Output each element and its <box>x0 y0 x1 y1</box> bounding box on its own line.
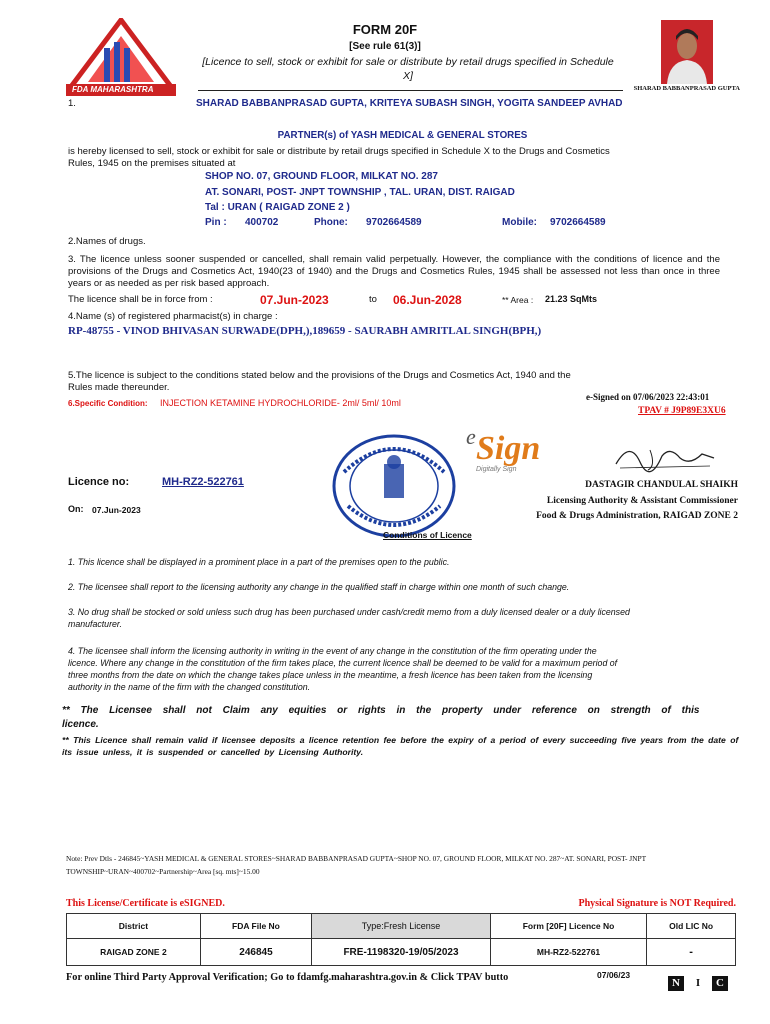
condition-1: 1. This licence shall be displayed in a prominent place in a part of the premises open to the public. <box>68 557 450 567</box>
official-seal <box>330 432 458 540</box>
header-divider <box>198 90 623 91</box>
section-5: 5.The licence is subject to the conditions stated below and the provisions of the Drugs and Cosmetics Act, 1940 and the Rules made thereunder. <box>68 370 571 393</box>
physical-signature-notice: Physical Signature is NOT Required. <box>578 898 736 909</box>
table-cell-file-no: 246845 <box>200 939 311 966</box>
pharmacists: RP-48755 - VINOD BHIVASAN SURWADE(DPH,),189659 - SAURABH AMRITLAL SINGH(BPH,) <box>68 325 542 337</box>
form-rule: [See rule 61(3)] <box>349 41 421 52</box>
licence-no-label: Licence no: <box>68 476 130 488</box>
condition-3: 3. No drug shall be stocked or sold unless such drug has been purchased under cash/credit memo from a duly licensed dealer or a duly licensed manufacturer. <box>68 607 630 629</box>
condition-4: 4. The licensee shall inform the licensing authority in writing in the event of any change in the constitution of the firm operating under the licence. Where any change in the constitution of the firm takes place, the current licence shall be deemed to be valid for a maximum period of three months from the date on which the change takes place unless in the meantime, a fresh licence has been taken from the licensing authority in the name of the firm with the changed constitution. <box>68 646 618 692</box>
form-title: FORM 20F <box>352 22 418 37</box>
logo-text: FDA MAHARASHTRA <box>72 85 154 94</box>
phone-value: 9702664589 <box>366 217 422 228</box>
section-4-label: 4.Name (s) of registered pharmacist(s) in charge : <box>68 311 278 322</box>
table-cell-licence-no: MH-RZ2-522761 <box>490 939 646 966</box>
note-1: ** The Licensee shall not Claim any equities or rights in the property under reference on strength of this licence. <box>62 705 700 730</box>
authority-name: DASTAGIR CHANDULAL SHAIKH <box>585 480 738 490</box>
person-photo-icon <box>661 20 713 84</box>
badge-c: C <box>712 976 728 991</box>
signature-icon <box>610 436 720 476</box>
esign-logo <box>466 424 576 478</box>
signature <box>610 436 720 476</box>
pin-value: 400702 <box>245 217 279 228</box>
esign-logo-sub: Digitally Sign <box>476 466 517 473</box>
authority-designation: Licensing Authority & Assistant Commissioner <box>546 496 738 506</box>
licensee-names: SHARAD BABBANPRASAD GUPTA, KRITEYA SUBASH SINGH, YOGITA SANDEEP AVHAD <box>196 98 623 109</box>
licence-intro: is hereby licensed to sell, stock or exhibit for sale or distribute by retail drugs specified in Schedule X to the Drugs and Cosmetics Rules, 1945 on the premises situated at <box>68 146 610 169</box>
esign-logo-main: Sign <box>476 430 541 467</box>
seal-icon <box>330 432 458 540</box>
table-header: Form [20F] Licence No <box>490 914 646 939</box>
address-line-2: AT. SONARI, POST- JNPT TOWNSHIP , TAL. URAN, DIST. RAIGAD <box>205 187 515 198</box>
table-header: Type:Fresh License <box>312 914 491 939</box>
esigned-on: e-Signed on 07/06/2023 22:43:01 <box>586 392 710 402</box>
badge-n: N <box>668 976 684 991</box>
note-2: ** This Licence shall remain valid if licensee deposits a licence retention fee before the expiry of a period of every succeeding five years from the date of its issue unless, it is suspended or cancelled by Licensing Authority. <box>62 735 739 757</box>
area-value: 21.23 SqMts <box>545 294 598 304</box>
photo-caption: SHARAD BABBANPRASAD GUPTA <box>633 85 740 92</box>
specific-condition: INJECTION KETAMINE HYDROCHLORIDE- 2ml/ 5ml/ 10ml <box>160 398 401 408</box>
esigned-notice: This License/Certificate is eSIGNED. <box>66 898 225 909</box>
tpav-number: TPAV # J9P89E3XU6 <box>638 406 726 416</box>
licence-no: MH-RZ2-522761 <box>162 476 244 488</box>
table-header: District <box>67 914 201 939</box>
footer-date: 07/06/23 <box>597 970 631 980</box>
validity-to-label: to <box>369 294 377 305</box>
area-label: ** Area : <box>502 295 534 305</box>
status-badges <box>665 973 728 991</box>
verification-text: For online Third Party Approval Verification; Go to fdamfg.maharashtra.gov.in & Click TPAV butto <box>66 972 509 983</box>
phone-label: Phone: <box>314 217 348 228</box>
table-header: Old LIC No <box>647 914 736 939</box>
section-6-label: 6.Specific Condition: <box>68 399 148 408</box>
condition-2: 2. The licensee shall report to the licensing authority any change in the qualified staff in charge within one month of such change. <box>68 582 570 592</box>
table-header: FDA File No <box>200 914 311 939</box>
address-line-3: Tal : URAN ( RAIGAD ZONE 2 ) <box>205 202 350 213</box>
table-cell-old-lic: - <box>647 939 736 966</box>
authority-office: Food & Drugs Administration, RAIGAD ZONE 2 <box>536 511 738 521</box>
esign-logo-e: e <box>466 424 476 449</box>
validity-from: 07.Jun-2023 <box>260 293 329 307</box>
conditions-title: Conditions of Licence <box>383 530 472 540</box>
mobile-value: 9702664589 <box>550 217 606 228</box>
section-3: 3. The licence unless sooner suspended or cancelled, shall remain valid perpetually. However, the compliance with the conditions of licence and the provisions of the Drugs and Cosmetics Act, 1940(23 of 1940) and the Drugs and Cosmetics Rules, 1945 shall be assessed not less than once in three years or as needed as per risk based approach. <box>68 254 720 289</box>
validity-label: The licence shall be in force from : <box>68 294 213 305</box>
licence-on-label: On: <box>68 504 84 514</box>
licence-summary-table <box>66 913 736 966</box>
partners-line: PARTNER(s) of YASH MEDICAL & GENERAL STORES <box>277 130 528 141</box>
form-description: [Licence to sell, stock or exhibit for sale or distribute by retail drugs specified in Schedule X] <box>202 56 614 82</box>
table-cell-type: FRE-1198320-19/05/2023 <box>312 939 491 966</box>
licence-on: 07.Jun-2023 <box>92 505 141 515</box>
prev-details-note: Note: Prev Dtls - 246845~YASH MEDICAL & GENERAL STORES~SHARAD BABBANPRASAD GUPTA~SHOP NO. 07, GROUND FLOOR, MILKAT NO. 287~AT. SONARI, POST- JNPT TOWNSHIP~URAN~400702~Partnership~Area [sq. mts]~15.00 <box>66 854 647 876</box>
table-row <box>67 939 736 966</box>
table-cell-district: RAIGAD ZONE 2 <box>67 939 201 966</box>
table-header-row <box>67 914 736 939</box>
item-number: 1. <box>68 98 76 109</box>
applicant-photo <box>661 20 713 84</box>
section-2: 2.Names of drugs. <box>68 236 146 247</box>
validity-to: 06.Jun-2028 <box>393 293 462 307</box>
address-line-1: SHOP NO. 07, GROUND FLOOR, MILKAT NO. 287 <box>205 171 438 182</box>
mobile-label: Mobile: <box>502 217 537 228</box>
pin-label: Pin : <box>205 217 227 228</box>
badge-i: I <box>695 977 701 989</box>
